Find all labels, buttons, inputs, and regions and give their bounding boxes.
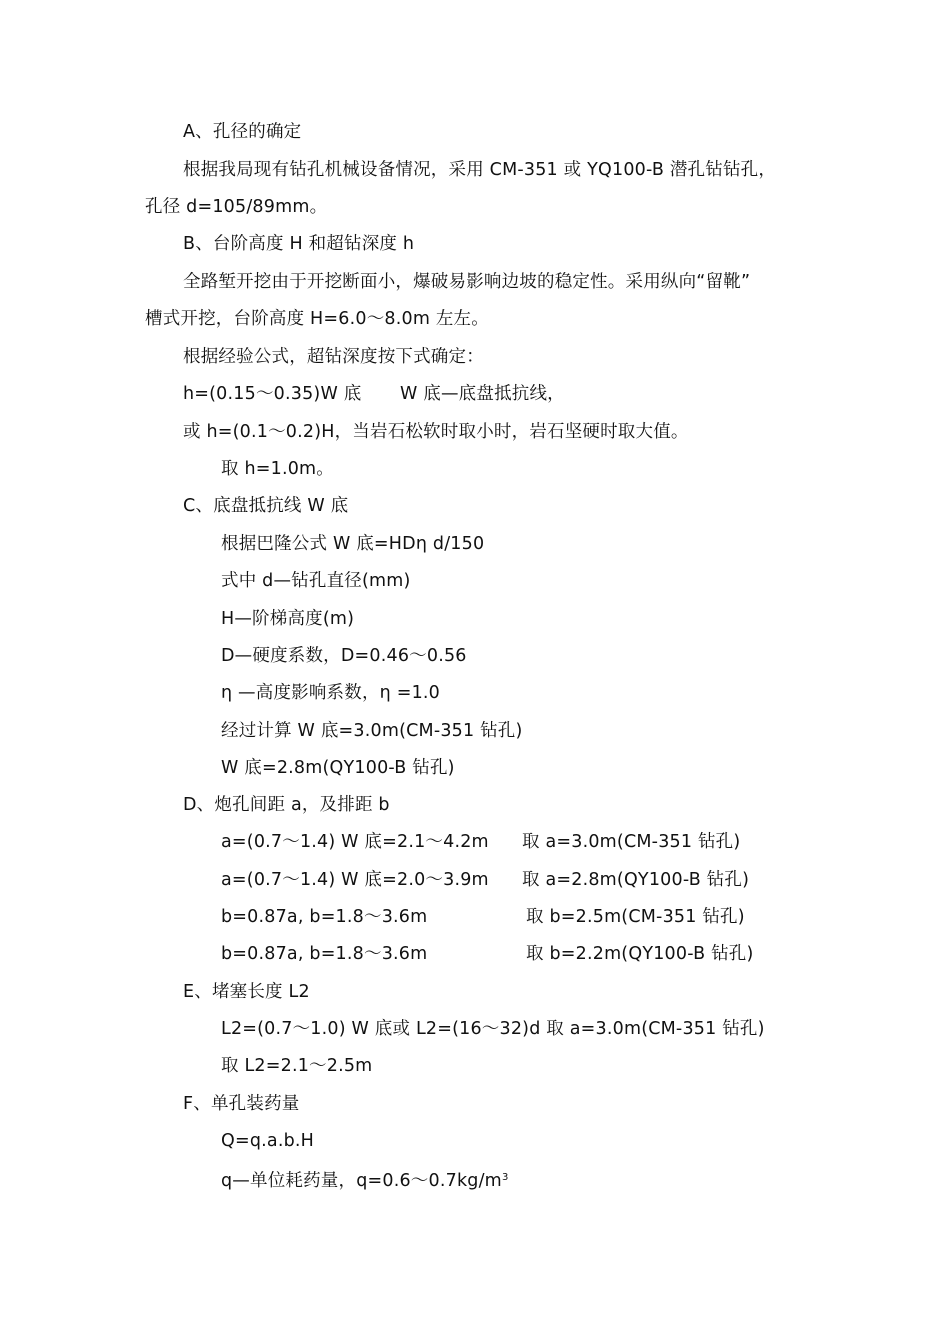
section-d-row-3-take: 取 b=2.5m(CM-351 钻孔) [526,907,745,927]
section-e-formula: L2=(0.7～1.0) W 底或 L2=(16～32)d 取 a=3.0m(CM-351 钻孔) [221,1019,765,1039]
section-f-formula: Q=q.a.b.H [221,1131,315,1151]
section-e-heading: E、堵塞长度 L2 [183,982,310,1002]
section-b-formula-note: W 底—底盘抵抗线， [400,384,565,404]
section-d-row-1-calc: a=(0.7～1.4) W 底=2.1～4.2m [221,832,489,852]
section-c-result-1: 经过计算 W 底=3.0m(CM-351 钻孔) [221,721,523,741]
section-c-where-d: 式中 d—钻孔直径(mm) [221,571,411,591]
section-b-paragraph-cont: 槽式开挖，台阶高度 H=6.0～8.0m 左左。 [145,309,489,329]
section-d-row-1-take: 取 a=3.0m(CM-351 钻孔) [522,832,741,852]
section-f-where-q-superscript: 3 [501,1172,509,1183]
section-a-paragraph-cont: 孔径 d=105/89mm。 [145,197,328,217]
section-c-result-2: W 底=2.8m(QY100-B 钻孔) [221,758,455,778]
section-e-take: 取 L2=2.1～2.5m [221,1056,373,1076]
section-f-heading: F、单孔装药量 [183,1094,300,1114]
section-b-heading: B、台阶高度 H 和超钻深度 h [183,234,415,254]
section-f-where-q [221,1166,509,1193]
section-b-formula: h=(0.15～0.35)W 底 [183,384,362,404]
section-a-heading: A、孔径的确定 [183,122,302,142]
section-c-heading: C、底盘抵抗线 W 底 [183,496,349,516]
section-d-row-2-calc: a=(0.7～1.4) W 底=2.0～3.9m [221,870,489,890]
section-c-where-h: H—阶梯高度(m) [221,609,355,629]
section-d-row-2-take: 取 a=2.8m(QY100-B 钻孔) [522,870,750,890]
section-c-formula: 根据巴隆公式 W 底=HDη d/150 [221,534,485,554]
section-b-formula-alt: 或 h=(0.1～0.2)H，当岩石松软时取小时，岩石坚硬时取大值。 [183,422,689,442]
section-d-row-3-calc: b=0.87a, b=1.8～3.6m [221,907,428,927]
section-d-row-4-calc: b=0.87a, b=1.8～3.6m [221,944,428,964]
section-c-where-eta: η —高度影响系数，η =1.0 [221,683,441,703]
section-d-heading: D、炮孔间距 a，及排距 b [183,795,390,815]
section-d-row-4-take: 取 b=2.2m(QY100-B 钻孔) [526,944,754,964]
section-b-take: 取 h=1.0m。 [221,459,334,479]
section-c-where-d-coef: D—硬度系数，D=0.46～0.56 [221,646,467,666]
section-b-paragraph-2: 根据经验公式，超钻深度按下式确定： [183,347,484,367]
section-f-where-q-text: q—单位耗药量，q=0.6～0.7kg/m [221,1171,502,1191]
section-b-paragraph: 全路堑开挖由于开挖断面小，爆破易影响边坡的稳定性。采用纵向“留靴” [183,272,751,292]
section-a-paragraph: 根据我局现有钻孔机械设备情况，采用 CM-351 或 YQ100-B 潜孔钻钻孔， [183,160,777,180]
